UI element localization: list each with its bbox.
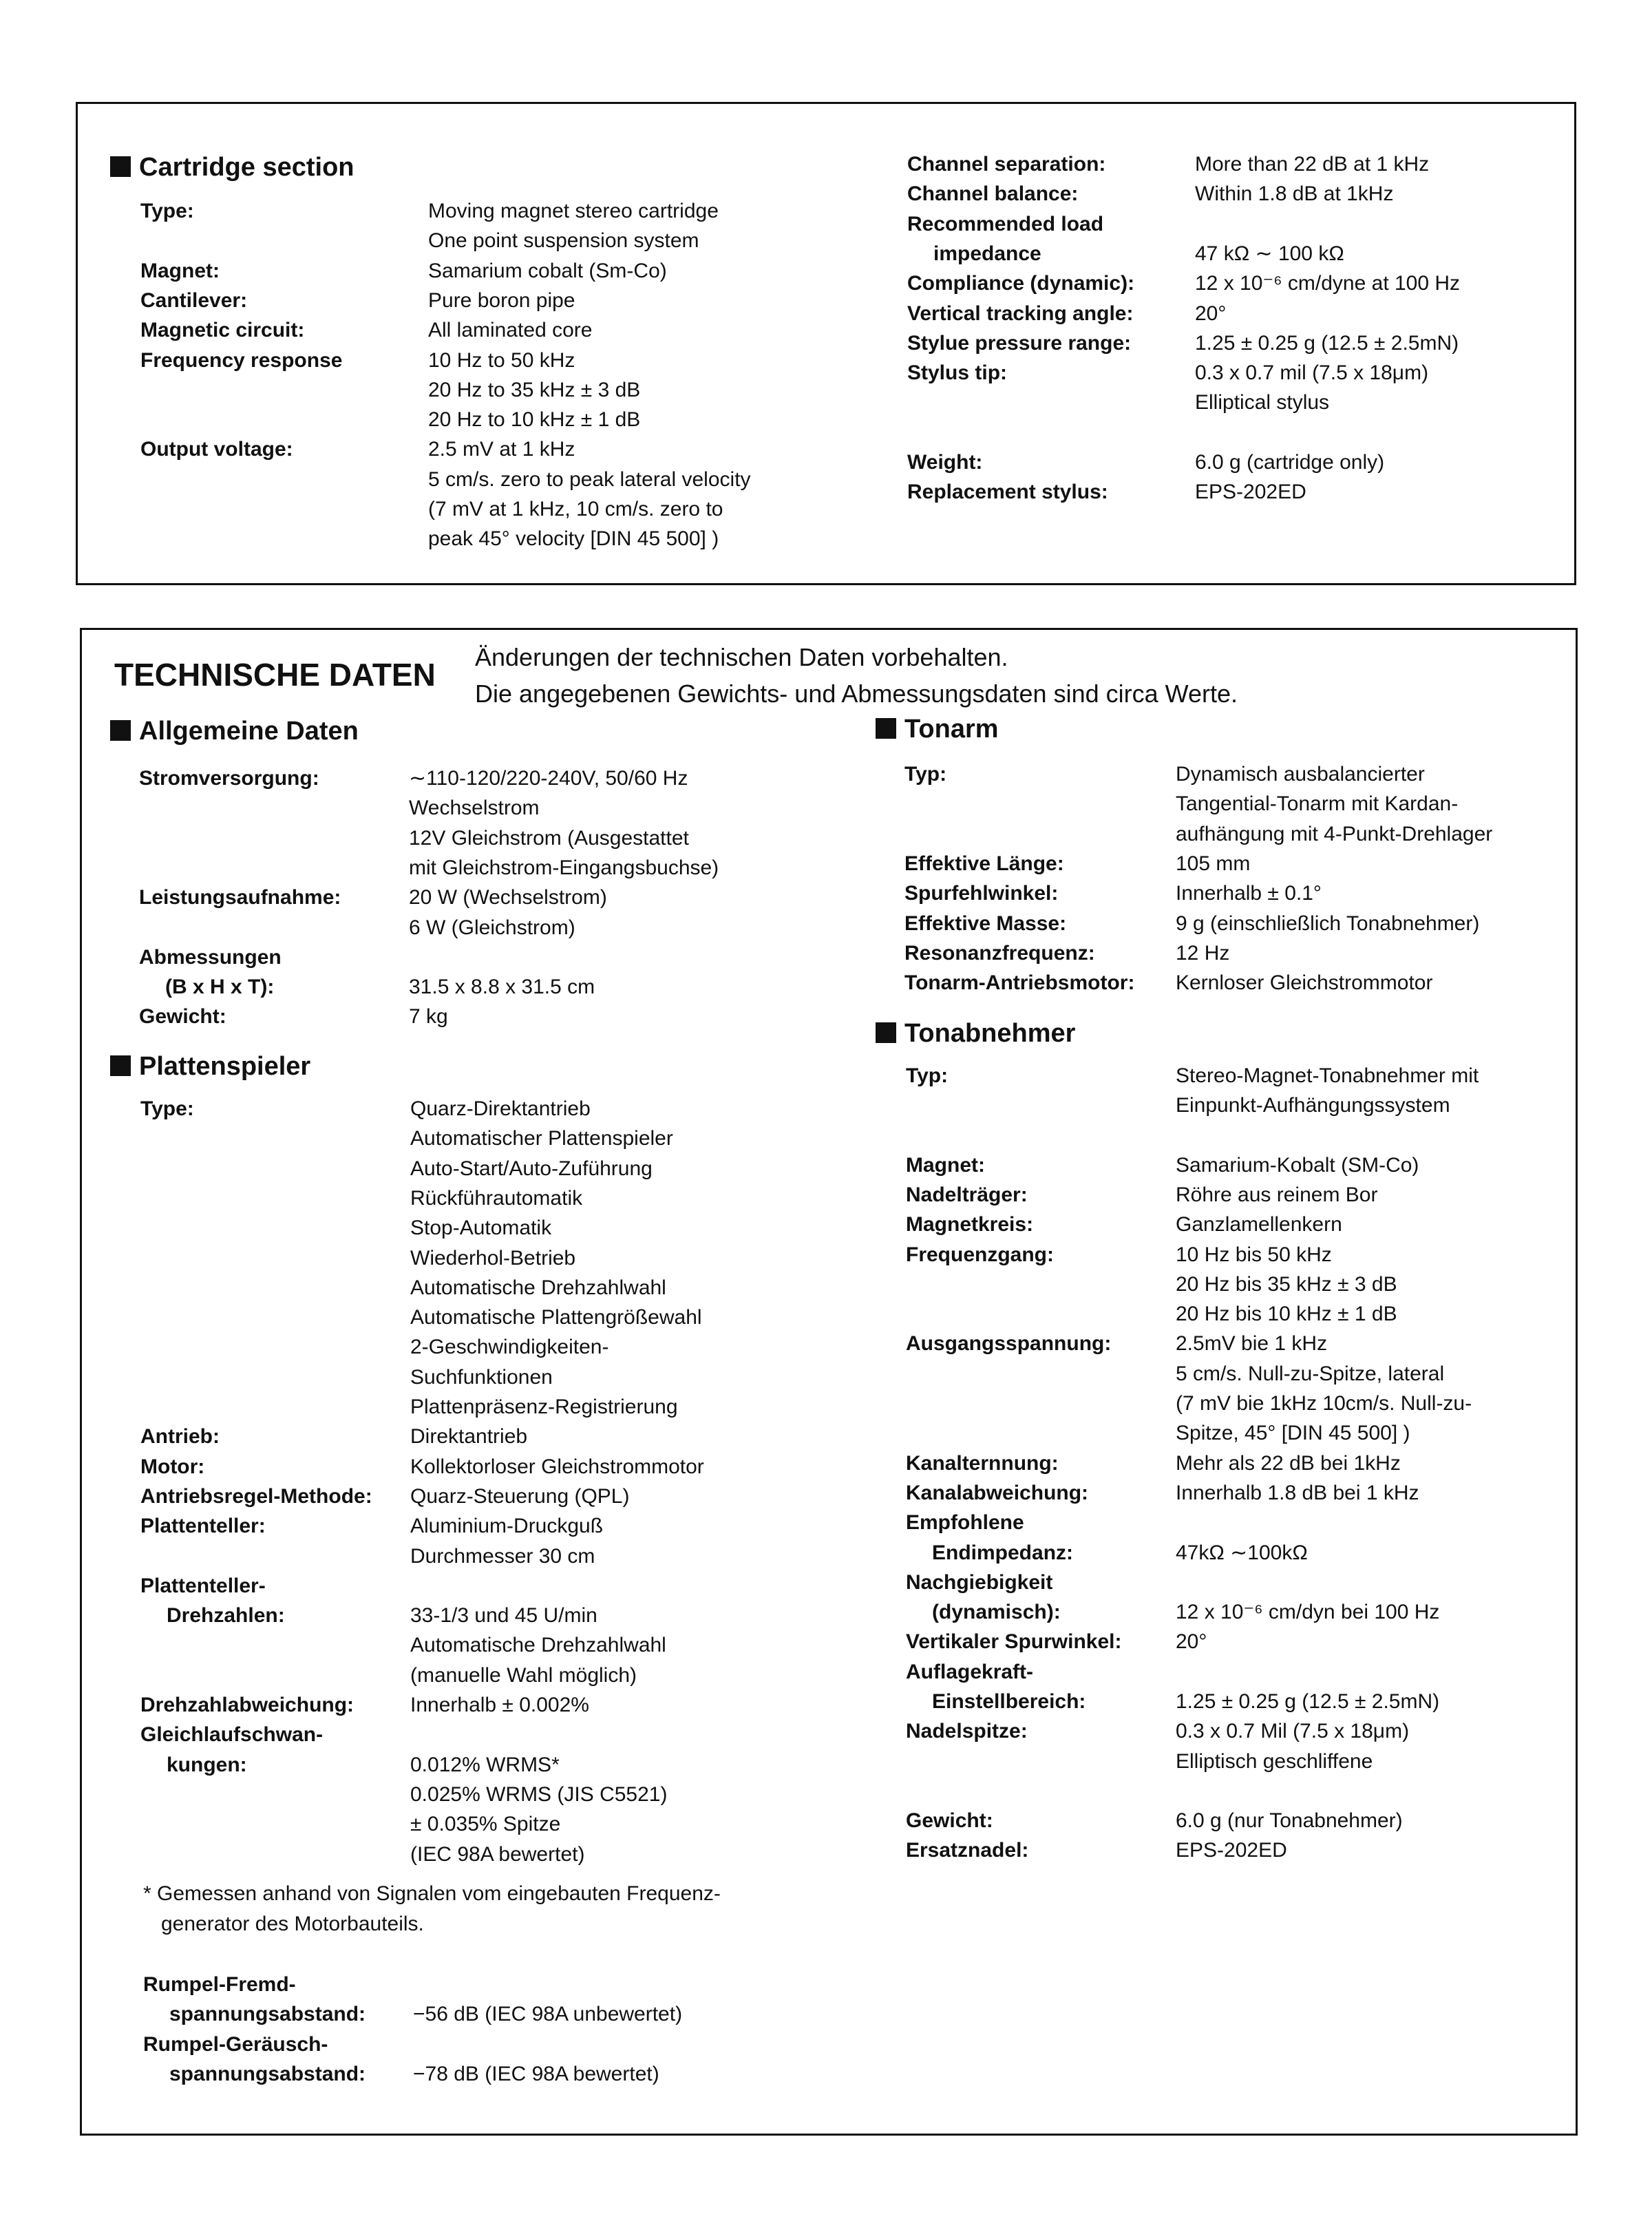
- spec-value: Elliptisch geschliffene: [1176, 1749, 1373, 1773]
- spec-value: 12 x 10⁻⁶ cm/dyn bei 100 Hz: [1176, 1601, 1440, 1624]
- spec-value: 2.5mV bie 1 kHz: [1176, 1332, 1328, 1356]
- spec-label: Antrieb:: [140, 1425, 220, 1449]
- spec-value: 31.5 x 8.8 x 31.5 cm: [409, 976, 595, 999]
- spec-label: Resonanzfrequenz:: [904, 941, 1095, 965]
- spec-value: Quarz-Steuerung (QPL): [410, 1484, 630, 1508]
- spec-value: 20°: [1176, 1630, 1207, 1654]
- spec-label: Gewicht:: [139, 1005, 226, 1029]
- spec-label: Einstellbereich:: [932, 1690, 1086, 1713]
- spec-label: Auflagekraft-: [906, 1660, 1034, 1683]
- spec-label: Channel separation:: [907, 153, 1106, 176]
- spec-value: Ganzlamellenkern: [1176, 1213, 1342, 1236]
- footnote-line-1: * Gemessen anhand von Signalen vom eingebauten Frequenz-: [143, 1882, 721, 1905]
- spec-value: 20 Hz bis 10 kHz ± 1 dB: [1176, 1303, 1397, 1326]
- spec-label: Type:: [140, 1097, 194, 1120]
- spec-label: Frequenzgang:: [906, 1243, 1054, 1266]
- spec-value: Moving magnet stereo cartridge: [428, 200, 719, 222]
- spec-value: Wiederhol-Betrieb: [410, 1246, 576, 1270]
- spec-value: Mehr als 22 dB bei 1kHz: [1176, 1451, 1401, 1475]
- spec-value: −78 dB (IEC 98A bewertet): [413, 2062, 659, 2085]
- spec-label: Abmessungen: [139, 945, 282, 969]
- spec-label: Output voltage:: [140, 438, 293, 461]
- spec-value: Within 1.8 dB at 1kHz: [1195, 182, 1394, 206]
- spec-value: Quarz-Direktantrieb: [410, 1097, 591, 1120]
- spec-label: spannungsabstand:: [169, 2003, 366, 2026]
- spec-label: Drehzahlen:: [167, 1604, 285, 1628]
- spec-label: Effektive Länge:: [904, 852, 1064, 875]
- spec-value: Automatische Plattengrößewahl: [410, 1306, 702, 1329]
- spec-value: Kollektorloser Gleichstrommotor: [410, 1455, 704, 1478]
- spec-label: Plattenteller-: [140, 1574, 266, 1597]
- spec-value: 5 cm/s. Null-zu-Spitze, lateral: [1176, 1362, 1445, 1385]
- spec-value: 6 W (Gleichstrom): [409, 916, 575, 939]
- spec-label: Nachgiebigkeit: [906, 1570, 1053, 1594]
- spec-value: peak 45° velocity [DIN 45 500] ): [428, 527, 719, 551]
- square-bullet-icon: [876, 1022, 896, 1043]
- spec-value: Tangential-Tonarm mit Kardan-: [1176, 792, 1459, 816]
- spec-value: 12V Gleichstrom (Ausgestattet: [409, 826, 689, 850]
- spec-value: Stop-Automatik: [410, 1217, 552, 1240]
- square-bullet-icon: [876, 718, 896, 739]
- spec-label: Gewicht:: [906, 1809, 993, 1832]
- spec-label: spannungsabstand:: [169, 2062, 366, 2085]
- spec-value: 1.25 ± 0.25 g (12.5 ± 2.5mN): [1195, 331, 1459, 355]
- spec-value: ∼110-120/220-240V, 50/60 Hz: [409, 767, 688, 790]
- spec-value: 2.5 mV at 1 kHz: [428, 438, 575, 461]
- spec-label: Magnet:: [140, 259, 220, 282]
- spec-value: Auto-Start/Auto-Zuführung: [410, 1157, 653, 1180]
- spec-value: Automatische Drehzahlwahl: [410, 1634, 666, 1657]
- spec-label: Stylue pressure range:: [907, 331, 1132, 355]
- spec-label: Recommended load: [907, 212, 1104, 235]
- spec-label: Drehzahlabweichung:: [140, 1694, 354, 1716]
- spec-label: Vertikaler Spurwinkel:: [906, 1630, 1122, 1654]
- spec-value: 0.3 x 0.7 mil (7.5 x 18μm): [1195, 361, 1429, 385]
- spec-label: impedance: [933, 242, 1041, 265]
- spec-label: Cantilever:: [140, 288, 248, 312]
- spec-label: Spurfehlwinkel:: [904, 882, 1059, 905]
- spec-label: Nadelträger:: [906, 1183, 1028, 1206]
- spec-value: 0.025% WRMS (JIS C5521): [410, 1782, 668, 1806]
- spec-value: 0.012% WRMS*: [410, 1753, 560, 1776]
- spec-label: Rumpel-Geräusch-: [143, 2032, 328, 2056]
- spec-value: EPS-202ED: [1176, 1839, 1287, 1862]
- spec-label: (B x H x T):: [165, 976, 275, 999]
- spec-value: 33-1/3 und 45 U/min: [410, 1604, 597, 1628]
- square-bullet-icon: [110, 156, 131, 177]
- spec-label: Rumpel-Fremd-: [143, 1973, 296, 1996]
- spec-label: Typ:: [906, 1064, 949, 1087]
- spec-value: Stereo-Magnet-Tonabnehmer mit: [1176, 1064, 1479, 1087]
- spec-label: Plattenteller:: [140, 1515, 266, 1538]
- spec-value: 20 Hz to 10 kHz ± 1 dB: [428, 408, 641, 432]
- spec-value: 20°: [1195, 302, 1227, 325]
- spec-label: Empfohlene: [906, 1511, 1024, 1535]
- spec-value: Plattenpräsenz-Registrierung: [410, 1396, 678, 1418]
- spec-value: 0.3 x 0.7 Mil (7.5 x 18μm): [1176, 1720, 1410, 1743]
- spec-label: Leistungsaufnahme:: [139, 886, 341, 909]
- spec-value: 12 x 10⁻⁶ cm/dyne at 100 Hz: [1195, 272, 1461, 295]
- spec-label: Type:: [140, 200, 194, 222]
- spec-label: Magnetic circuit:: [140, 319, 305, 342]
- spec-value: Suchfunktionen: [410, 1365, 553, 1389]
- technische-note-line-1: Änderungen der technischen Daten vorbehalten.: [475, 643, 1008, 671]
- spec-label: Antriebsregel-Methode:: [140, 1484, 372, 1508]
- spec-value: Röhre aus reinem Bor: [1176, 1183, 1378, 1206]
- spec-label: Tonarm-Antriebsmotor:: [904, 971, 1135, 995]
- spec-value: (7 mV at 1 kHz, 10 cm/s. zero to: [428, 498, 723, 520]
- spec-value: (IEC 98A bewertet): [410, 1842, 585, 1866]
- spec-value: EPS-202ED: [1195, 481, 1306, 503]
- spec-label: Vertical tracking angle:: [907, 302, 1134, 325]
- spec-label: Magnet:: [906, 1153, 985, 1177]
- spec-label: Kanalabweichung:: [906, 1481, 1089, 1504]
- spec-value: Wechselstrom: [409, 797, 540, 820]
- plattenspieler-heading: Plattenspieler: [110, 1053, 310, 1080]
- spec-value: All laminated core: [428, 319, 593, 342]
- spec-value: Automatischer Plattenspieler: [410, 1127, 673, 1150]
- spec-value: 20 Hz bis 35 kHz ± 3 dB: [1176, 1272, 1397, 1296]
- spec-value: 1.25 ± 0.25 g (12.5 ± 2.5mN): [1176, 1690, 1440, 1713]
- spec-value: 10 Hz bis 50 kHz: [1176, 1243, 1332, 1266]
- spec-value: 105 mm: [1176, 852, 1251, 875]
- spec-value: One point suspension system: [428, 229, 699, 253]
- spec-value: More than 22 dB at 1 kHz: [1195, 153, 1430, 176]
- spec-value: (manuelle Wahl möglich): [410, 1663, 637, 1687]
- cartridge-heading: Cartridge section: [110, 154, 354, 180]
- spec-label: Channel balance:: [907, 182, 1079, 206]
- spec-value: Dynamisch ausbalancierter: [1176, 763, 1425, 786]
- spec-value: Innerhalb ± 0.1°: [1176, 882, 1322, 905]
- tonarm-heading: Tonarm: [876, 716, 999, 742]
- spec-label: Nadelspitze:: [906, 1720, 1028, 1743]
- spec-value: 47kΩ ∼100kΩ: [1176, 1541, 1308, 1564]
- spec-value: 47 kΩ ∼ 100 kΩ: [1195, 242, 1344, 265]
- spec-value: 10 Hz to 50 kHz: [428, 348, 575, 372]
- footnote-line-2: generator des Motorbauteils.: [161, 1913, 424, 1935]
- spec-value: Pure boron pipe: [428, 288, 575, 312]
- spec-value: 12 Hz: [1176, 941, 1230, 965]
- spec-value: aufhängung mit 4-Punkt-Drehlager: [1176, 822, 1493, 845]
- spec-value: 7 kg: [409, 1005, 448, 1029]
- spec-value: Rückführautomatik: [410, 1186, 583, 1210]
- spec-value: Aluminium-Druckguß: [410, 1515, 604, 1538]
- spec-value: 5 cm/s. zero to peak lateral velocity: [428, 467, 751, 491]
- square-bullet-icon: [110, 720, 131, 741]
- spec-label: Effektive Masse:: [904, 912, 1067, 935]
- spec-label: Endimpedanz:: [932, 1541, 1074, 1564]
- spec-value: (7 mV bie 1kHz 10cm/s. Null-zu-: [1176, 1392, 1472, 1415]
- spec-value: 20 Hz to 35 kHz ± 3 dB: [428, 378, 641, 401]
- spec-value: Durchmesser 30 cm: [410, 1544, 595, 1568]
- square-bullet-icon: [110, 1055, 131, 1076]
- spec-value: 20 W (Wechselstrom): [409, 886, 607, 909]
- spec-label: Replacement stylus:: [907, 481, 1108, 503]
- spec-value: Innerhalb ± 0.002%: [410, 1694, 589, 1716]
- spec-value: mit Gleichstrom-Eingangsbuchse): [409, 856, 719, 879]
- spec-label: (dynamisch):: [932, 1601, 1061, 1624]
- spec-value: Samarium-Kobalt (SM-Co): [1176, 1153, 1419, 1177]
- spec-label: Weight:: [907, 450, 983, 474]
- allgemeine-heading: Allgemeine Daten: [110, 718, 359, 744]
- tonabnehmer-heading: Tonabnehmer: [876, 1020, 1075, 1046]
- spec-value: Elliptical stylus: [1195, 391, 1330, 414]
- spec-value: Direktantrieb: [410, 1425, 528, 1449]
- spec-label: Frequency response: [140, 348, 343, 372]
- technische-daten-title: TECHNISCHE DATEN: [114, 657, 436, 693]
- spec-label: kungen:: [167, 1753, 247, 1776]
- spec-label: Stromversorgung:: [139, 767, 319, 790]
- spec-label: Ausgangsspannung:: [906, 1332, 1112, 1356]
- spec-value: Samarium cobalt (Sm-Co): [428, 259, 667, 282]
- technische-note-line-2: Die angegebenen Gewichts- und Abmessungsdaten sind circa Werte.: [475, 680, 1238, 708]
- spec-value: Automatische Drehzahlwahl: [410, 1276, 666, 1299]
- spec-value: −56 dB (IEC 98A unbewertet): [413, 2003, 683, 2026]
- spec-label: Typ:: [904, 763, 947, 786]
- spec-label: Stylus tip:: [907, 361, 1008, 385]
- spec-value: Spitze, 45° [DIN 45 500] ): [1176, 1422, 1410, 1445]
- spec-label: Compliance (dynamic):: [907, 272, 1135, 295]
- spec-value: 9 g (einschließlich Tonabnehmer): [1176, 912, 1480, 935]
- spec-value: Innerhalb 1.8 dB bei 1 kHz: [1176, 1481, 1419, 1504]
- spec-label: Ersatznadel:: [906, 1839, 1029, 1862]
- spec-value: 6.0 g (nur Tonabnehmer): [1176, 1809, 1403, 1832]
- spec-label: Motor:: [140, 1455, 205, 1478]
- spec-value: Einpunkt-Aufhängungssystem: [1176, 1094, 1450, 1117]
- spec-label: Magnetkreis:: [906, 1213, 1034, 1236]
- spec-value: Kernloser Gleichstrommotor: [1176, 971, 1433, 995]
- spec-label: Gleichlaufschwan-: [140, 1723, 324, 1747]
- spec-value: 6.0 g (cartridge only): [1195, 450, 1385, 474]
- spec-label: Kanalternnung:: [906, 1451, 1059, 1475]
- spec-value: 2-Geschwindigkeiten-: [410, 1336, 609, 1359]
- spec-value: ± 0.035% Spitze: [410, 1813, 561, 1836]
